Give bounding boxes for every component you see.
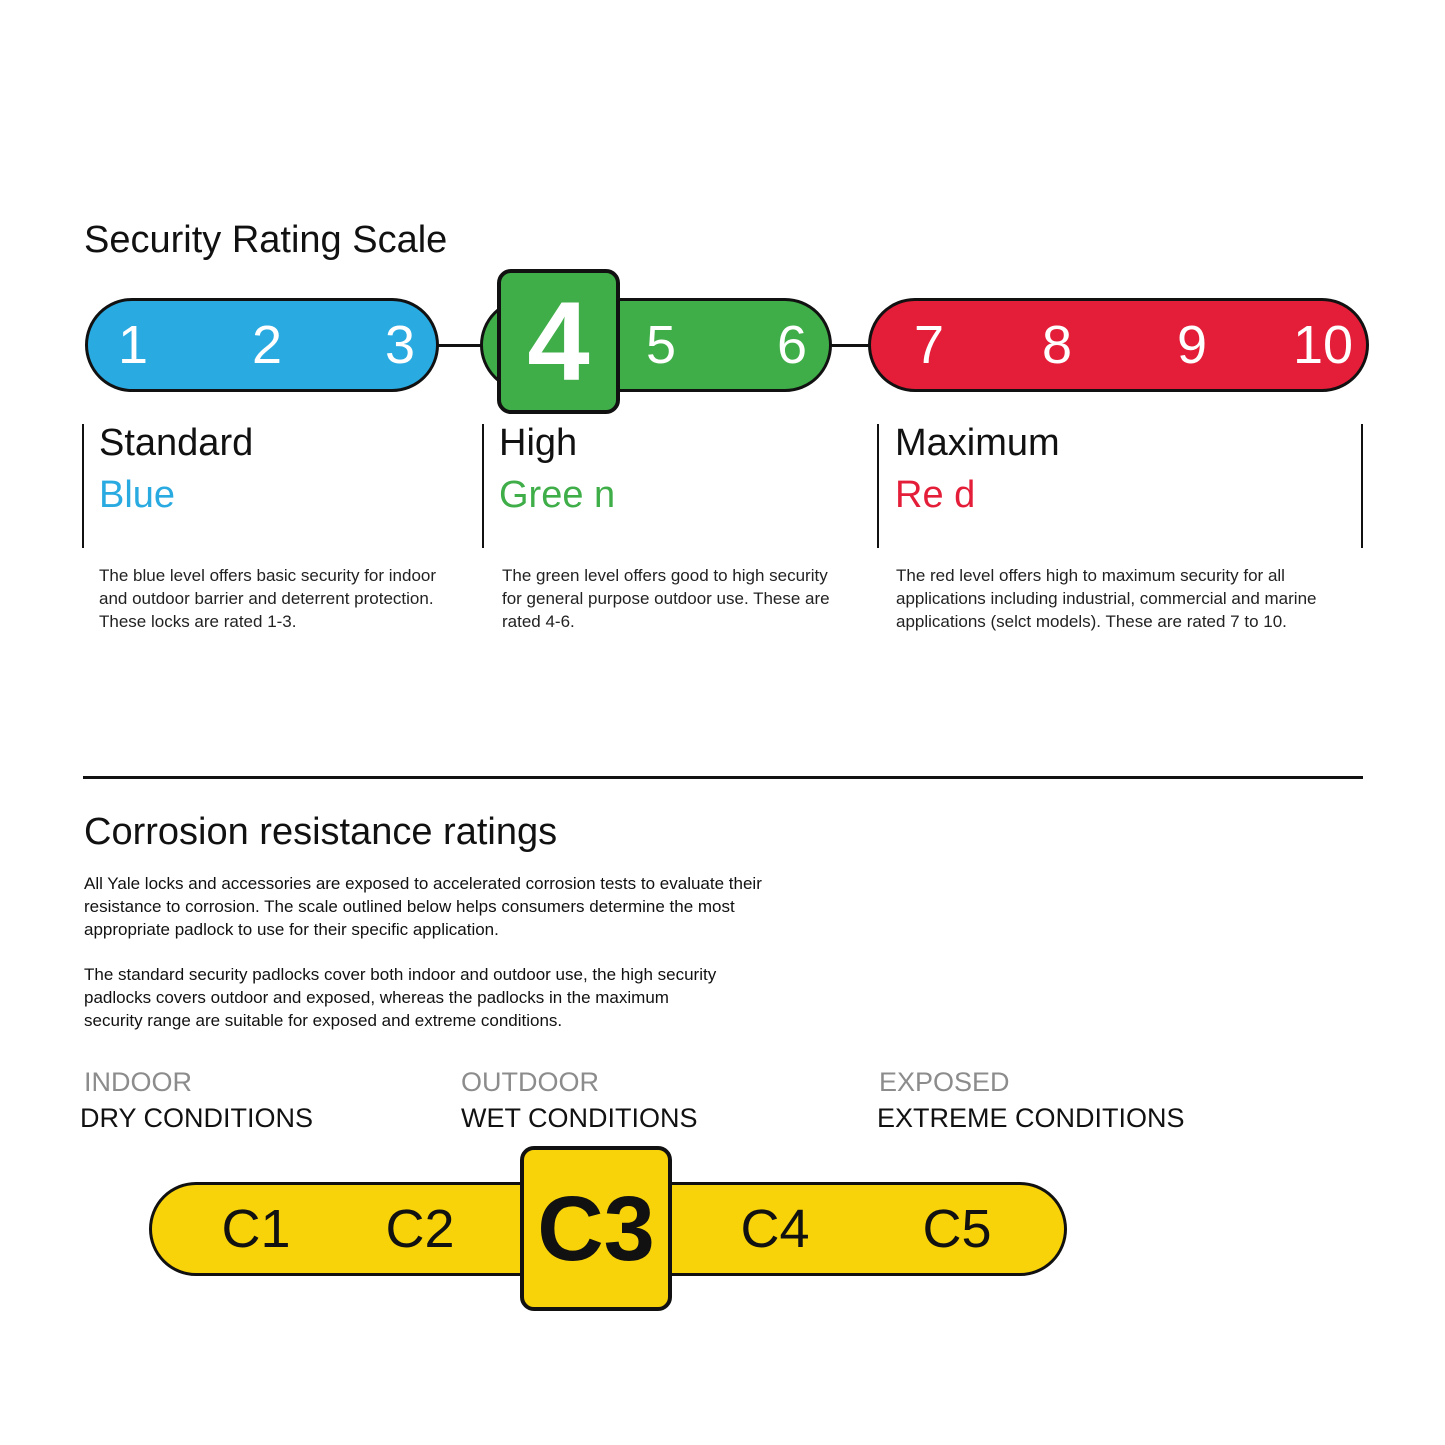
level-color-red: Re d	[895, 474, 976, 516]
connector-line-1	[436, 344, 486, 347]
blue-rating-pill	[85, 298, 439, 392]
env-dry-conditions-label: DRY CONDITIONS	[80, 1103, 314, 1133]
rating-10: 10	[1292, 315, 1354, 375]
rating-8: 8	[1041, 315, 1073, 375]
rating-1: 1	[117, 315, 149, 375]
rating-3: 3	[384, 315, 416, 375]
level-separator-standard	[82, 424, 84, 548]
level-description-maximum: The red level offers high to maximum security for all applications including industrial, commercial and marine applications (selct models). These are rated 7 to 10.	[896, 566, 1317, 631]
rating-2: 2	[251, 315, 283, 375]
corrosion-paragraph-2: The standard security padlocks cover both indoor and outdoor use, the high security padlocks covers outdoor and exposed, whereas the padlocks in the maximum security range are suitable for exposed and extreme conditions.	[84, 965, 717, 1030]
level-separator-maximum	[877, 424, 879, 548]
level-separator-high	[482, 424, 484, 548]
corrosion-c5: C5	[922, 1199, 992, 1259]
level-name-standard: Standard	[99, 422, 254, 464]
highlight-rating-4-badge	[497, 269, 620, 414]
level-separator-end	[1361, 424, 1363, 548]
level-description-standard: The blue level offers basic security for indoor and outdoor barrier and deterrent protection. These locks are rated 1-3.	[99, 566, 437, 631]
rating-9: 9	[1176, 315, 1208, 375]
corrosion-c2: C2	[385, 1199, 455, 1259]
red-rating-pill	[868, 298, 1369, 392]
corrosion-c1: C1	[221, 1199, 291, 1259]
env-exposed-label: EXPOSED	[879, 1067, 1010, 1097]
env-indoor-label: INDOOR	[84, 1067, 192, 1097]
rating-6: 6	[776, 315, 808, 375]
env-outdoor-label: OUTDOOR	[461, 1067, 599, 1097]
rating-7: 7	[913, 315, 945, 375]
corrosion-paragraph-1: All Yale locks and accessories are exposed to accelerated corrosion tests to evaluate their resistance to corrosion. The scale outlined below helps consumers determine the most appropriate padlock to use for their specific application.	[84, 874, 762, 939]
level-color-blue: Blue	[99, 474, 176, 516]
env-extreme-conditions-label: EXTREME CONDITIONS	[877, 1103, 1185, 1133]
level-color-green: Gree n	[499, 474, 616, 516]
highlight-c3-badge	[520, 1146, 672, 1311]
level-name-high: High	[499, 422, 578, 464]
section-divider	[83, 776, 1363, 779]
corrosion-c3: C3	[537, 1177, 655, 1280]
level-name-maximum: Maximum	[895, 422, 1060, 464]
connector-line-2	[828, 344, 872, 347]
level-description-high: The green level offers good to high security for general purpose outdoor use. These are rated 4-6.	[502, 566, 830, 631]
corrosion-c4: C4	[740, 1199, 810, 1259]
rating-4: 4	[527, 278, 590, 404]
security-rating-title: Security Rating Scale	[84, 219, 448, 261]
env-wet-conditions-label: WET CONDITIONS	[461, 1103, 698, 1133]
corrosion-title: Corrosion resistance ratings	[84, 811, 558, 853]
rating-5: 5	[645, 315, 677, 375]
